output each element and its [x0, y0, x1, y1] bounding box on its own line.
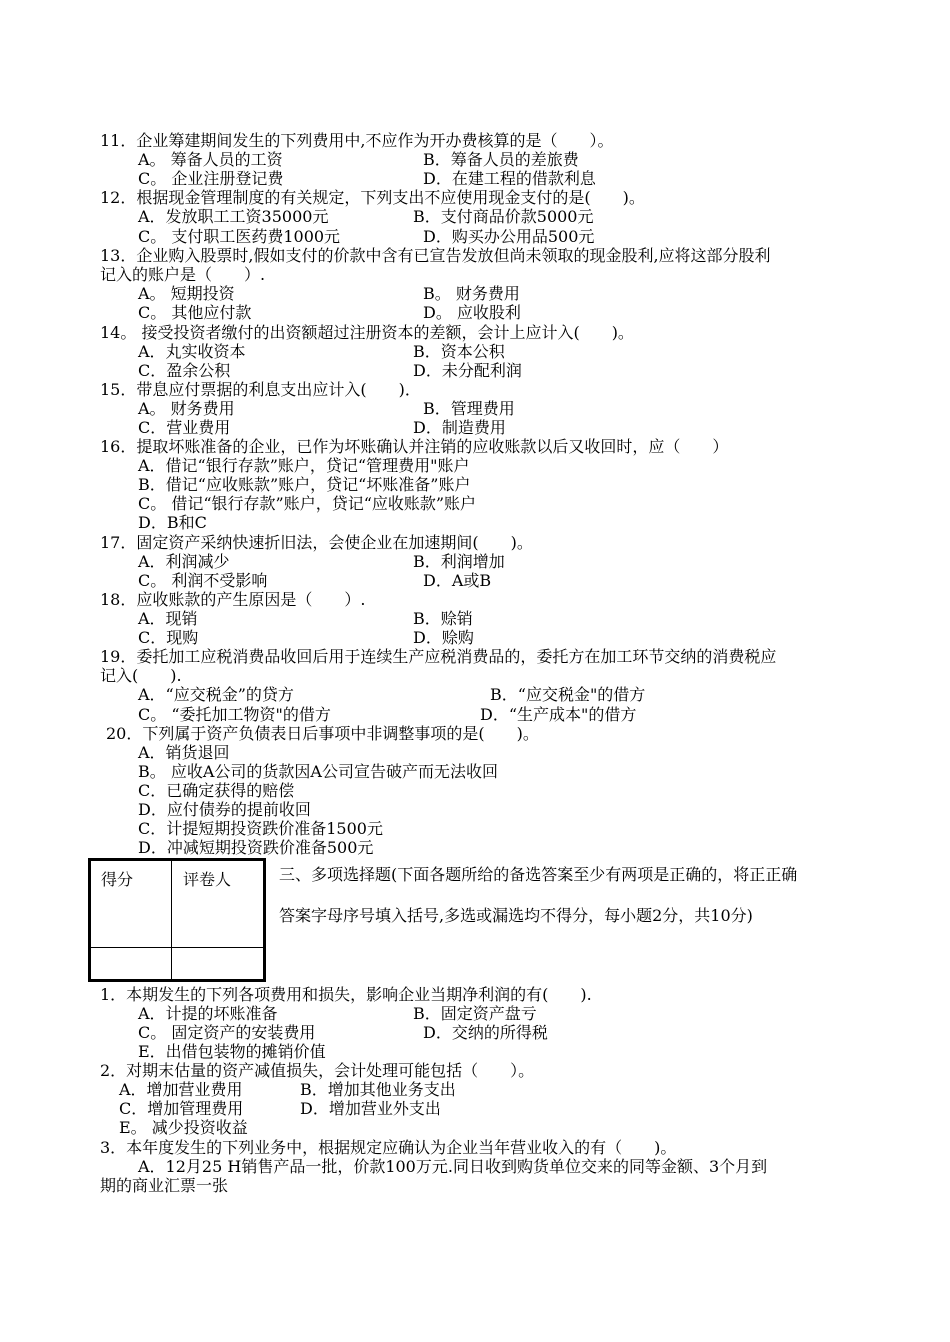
multi-question-2-option-c: C．增加管理费用 — [119, 1099, 244, 1118]
question-12-option-b: B．支付商品价款5000元 — [413, 207, 594, 226]
question-16-option-b: B．借记“应收账款”账户，贷记“坏账准备”账户 — [138, 475, 471, 494]
multi-question-3-stem: 3．本年度发生的下列业务中，根据规定应确认为企业当年营业收入的有（ )。 — [100, 1138, 677, 1157]
score-box — [88, 858, 266, 982]
question-17-option-b: B．利润增加 — [413, 552, 505, 571]
question-11-option-c: C。 企业注册登记费 — [138, 169, 284, 188]
question-15-option-b: B．管理费用 — [423, 399, 515, 418]
question-16-stem: 16．提取坏账准备的企业，已作为坏账确认并注销的应收账款以后又收回时，应（ ） — [100, 437, 729, 456]
question-19-stem: 19．委托加工应税消费品收回后用于连续生产应税消费品的，委托方在加工环节交纳的消费税应 — [100, 647, 777, 666]
question-15-stem: 15．带息应付票据的利息支出应计入( )． — [100, 380, 421, 399]
question-13-option-d: D。 应收股利 — [423, 303, 521, 322]
question-20-option-f: D．冲减短期投资跌价准备500元 — [138, 838, 374, 857]
question-19-stem-cont: 记入( ). — [100, 666, 182, 685]
multi-question-1-option-c: C。 固定资产的安装费用 — [138, 1023, 316, 1042]
question-17-option-c: C。 利润不受影响 — [138, 571, 268, 590]
question-14-stem: 14。 接受投资者缴付的出资额超过注册资本的差额，会计上应计入( )。 — [100, 323, 634, 342]
question-12-option-c: C。 支付职工医药费1000元 — [138, 227, 341, 246]
question-18-option-a: A．现销 — [138, 609, 198, 628]
question-14-option-d: D．未分配利润 — [413, 361, 522, 380]
multi-question-1-option-d: D．交纳的所得税 — [423, 1023, 548, 1042]
question-18-stem: 18．应收账款的产生原因是（ ）. — [100, 590, 366, 609]
question-20-option-a: A．销货退回 — [138, 743, 230, 762]
question-20-option-c: C．已确定获得的赔偿 — [138, 781, 295, 800]
multi-question-2-option-e: E。 减少投资收益 — [119, 1118, 248, 1137]
section-3-heading-cont: 答案字母序号填入括号,多选或漏选均不得分，每小题2分，共10分) — [279, 906, 753, 925]
question-20-option-b: B。 应收A公司的货款因A公司宣告破产而无法收回 — [138, 762, 498, 781]
question-15-option-c: C．营业费用 — [138, 418, 231, 437]
multi-question-2-stem: 2．对期末估量的资产减值损失，会计处理可能包括（ ）。 — [100, 1061, 535, 1080]
multi-question-1-option-e: E．出借包装物的摊销价值 — [138, 1042, 326, 1061]
question-13-option-c: C。 其他应付款 — [138, 303, 252, 322]
multi-question-2-option-b: B．增加其他业务支出 — [300, 1080, 456, 1099]
question-17-option-a: A．利润减少 — [138, 552, 230, 571]
question-14-option-c: C．盈余公积 — [138, 361, 231, 380]
score-label: 得分 — [101, 870, 134, 889]
question-13-stem-cont: 记入的账户是（ ）. — [100, 265, 266, 284]
question-16-option-a: A．借记“银行存款”账户，贷记“管理费用"账户 — [138, 456, 470, 475]
question-16-option-d: D．B和C — [138, 513, 207, 532]
score-box-divider — [91, 947, 263, 948]
multi-question-2-option-a: A．增加营业费用 — [119, 1080, 243, 1099]
question-19-option-c: C。 “委托加工物资"的借方 — [138, 705, 331, 724]
question-11-option-b: B．筹备人员的差旅费 — [423, 150, 579, 169]
question-20-stem: 20．下列属于资产负债表日后事项中非调整事项的是( )。 — [106, 724, 539, 743]
question-16-option-c: C。 借记“银行存款”账户，贷记“应收账款”账户 — [138, 494, 477, 513]
question-18-option-b: B．赊销 — [413, 609, 473, 628]
question-20-option-d: D．应付债券的提前收回 — [138, 800, 311, 819]
score-box-divider — [171, 861, 172, 979]
question-11-stem: 11．企业筹建期间发生的下列费用中,不应作为开办费核算的是（ ）。 — [100, 131, 614, 150]
multi-question-1-option-b: B．固定资产盘亏 — [413, 1004, 537, 1023]
multi-question-1-option-a: A．计提的坏账准备 — [138, 1004, 278, 1023]
question-13-option-a: A。 短期投资 — [138, 284, 235, 303]
multi-question-3-option-a: A．12月25 H销售产品一批，价款100万元.同日收到购货单位交来的同等金额、3个月到 — [138, 1157, 768, 1176]
question-18-option-c: C．现购 — [138, 628, 199, 647]
multi-question-1-stem: 1．本期发生的下列各项费用和损失，影响企业当期净利润的有( ). — [100, 985, 592, 1004]
question-13-stem: 13．企业购入股票时,假如支付的价款中含有已宣告发放但尚未领取的现金股利,应将这部分股利 — [100, 246, 771, 265]
question-15-option-a: A。 财务费用 — [138, 399, 235, 418]
question-13-option-b: B。 财务费用 — [423, 284, 520, 303]
multi-question-2-option-d: D．增加营业外支出 — [300, 1099, 441, 1118]
question-12-stem: 12．根据现金管理制度的有关规定，下列支出不应使用现金支付的是( )。 — [100, 188, 645, 207]
question-11-option-d: D．在建工程的借款利息 — [423, 169, 596, 188]
question-14-option-b: B．资本公积 — [413, 342, 505, 361]
question-14-option-a: A．丸实收资本 — [138, 342, 246, 361]
question-17-option-d: D．A或B — [423, 571, 492, 590]
question-20-option-e: C．计提短期投资跌价准备1500元 — [138, 819, 383, 838]
question-19-option-d: D．“生产成本"的借方 — [480, 705, 637, 724]
multi-question-3-option-a-cont: 期的商业汇票一张 — [100, 1176, 229, 1195]
question-19-option-a: A．“应交税金”的贷方 — [138, 685, 294, 704]
question-12-option-a: A．发放职工工资35000元 — [138, 207, 329, 226]
question-12-option-d: D．购买办公用品500元 — [423, 227, 595, 246]
question-15-option-d: D．制造费用 — [413, 418, 506, 437]
question-18-option-d: D．赊购 — [413, 628, 474, 647]
question-11-option-a: A。 筹备人员的工资 — [138, 150, 283, 169]
section-3-heading: 三、多项选择题(下面各题所给的备选答案至少有两项是正确的，将正正确 — [279, 865, 798, 884]
grader-label: 评卷人 — [183, 870, 232, 889]
question-19-option-b: B．“应交税金"的借方 — [490, 685, 646, 704]
question-17-stem: 17．固定资产采纳快速折旧法，会使企业在加速期间( )。 — [100, 533, 533, 552]
